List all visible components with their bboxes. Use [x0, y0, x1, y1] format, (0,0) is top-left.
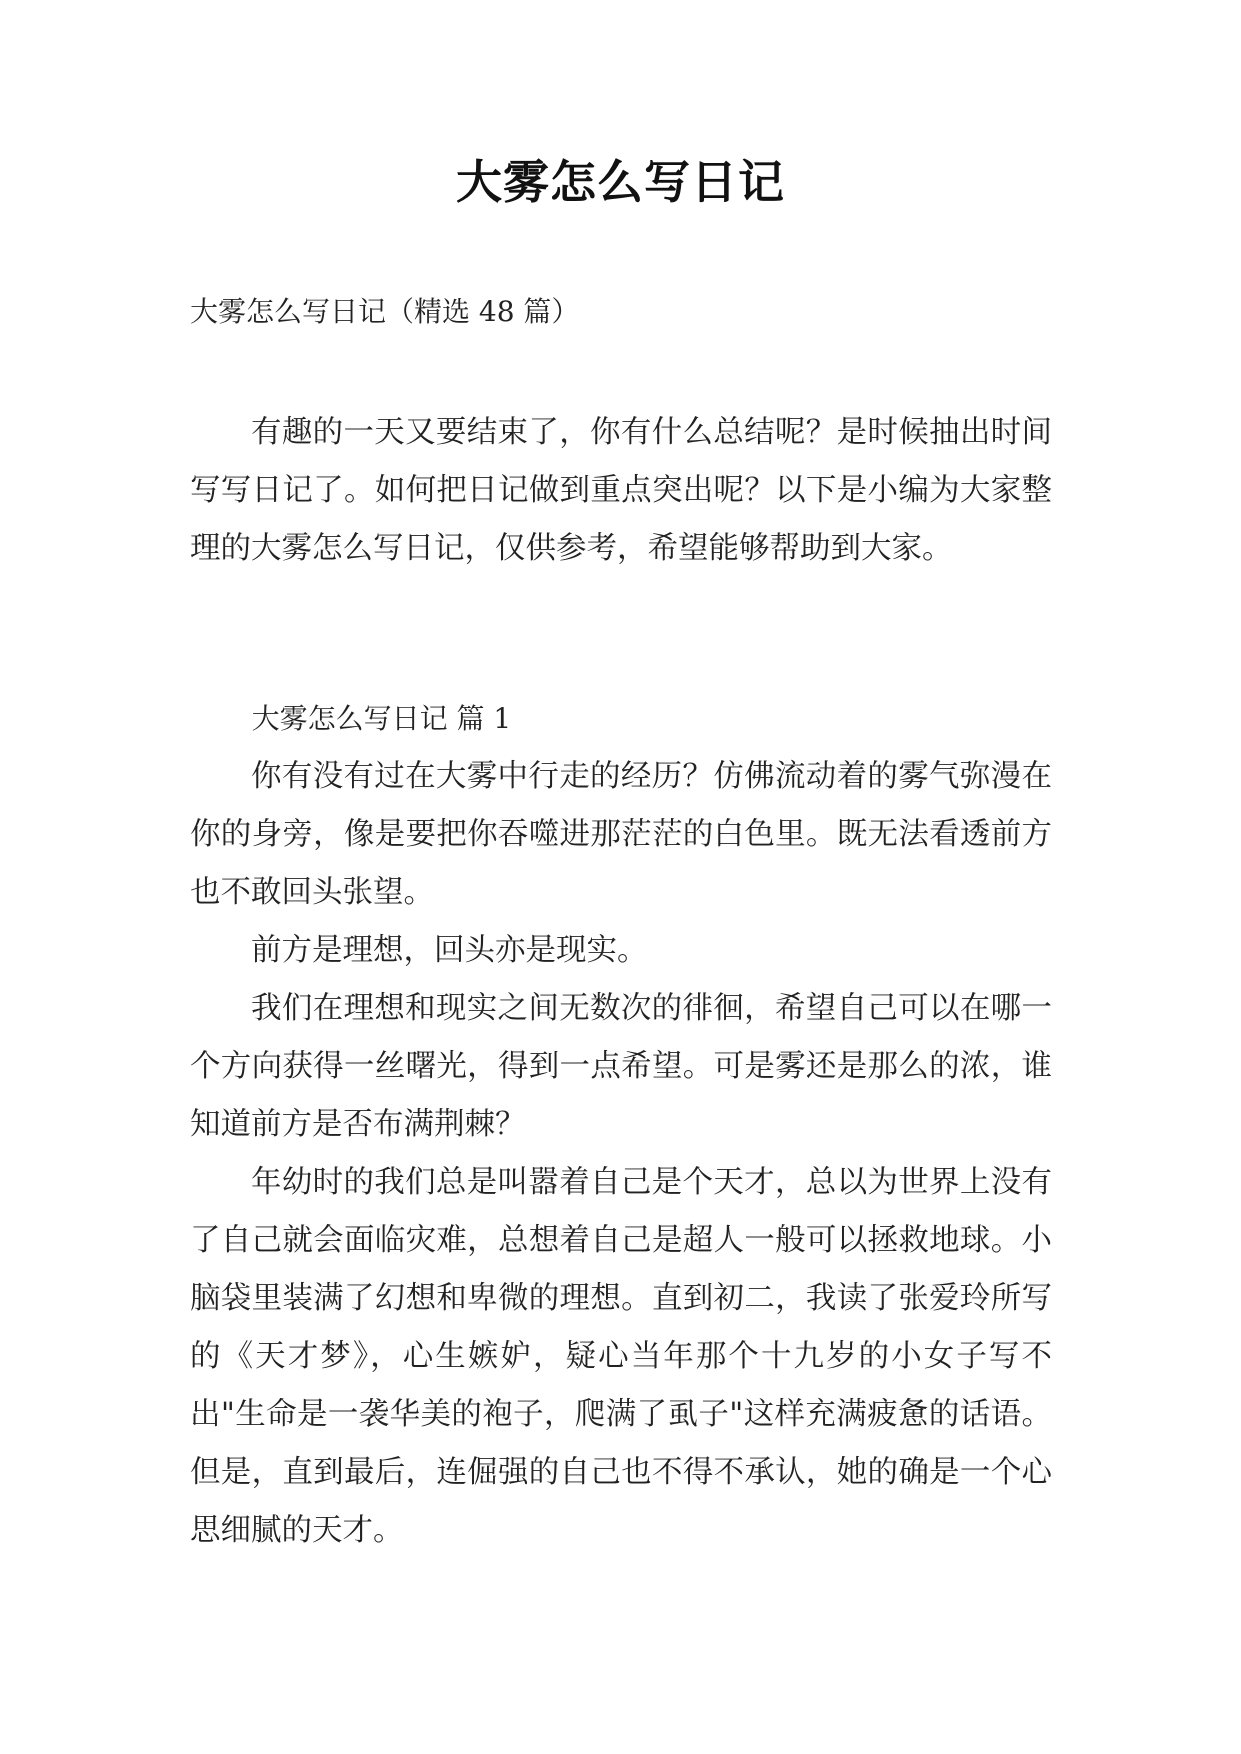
- intro-block: [190, 404, 1052, 578]
- section-heading: 大雾怎么写日记 篇 1: [251, 702, 512, 735]
- paragraph: 我们在理想和现实之间无数次的徘徊，希望自己可以在哪一个方向获得一丝曙光，得到一点希望。可是雾还是那么的浓，谁知道前方是否布满荆棘？: [190, 991, 1052, 1142]
- paragraph: 年幼时的我们总是叫嚣着自己是个天才，总以为世界上没有了自己就会面临灾难，总想着自己是超人一般可以拯救地球。小脑袋里装满了幻想和卑微的理想。直到初二，我读了张爱玲所写的《天才梦》，心生嫉妒，疑心当年那个十九岁的小女子写不出"生命是一袭华美的袍子，爬满了虱子"这样充满疲惫的话语。但是，直到最后，连倔强的自己也不得不承认，她的确是一个心思细腻的天才。: [190, 1165, 1052, 1548]
- paragraph: 你有没有过在大雾中行走的经历？仿佛流动着的雾气弥漫在你的身旁，像是要把你吞噬进那茫茫的白色里。既无法看透前方也不敢回头张望。: [190, 759, 1052, 910]
- paragraph: 前方是理想，回头亦是现实。: [251, 933, 648, 968]
- section-1: [190, 690, 1052, 1560]
- intro-paragraph: 有趣的一天又要结束了，你有什么总结呢？是时候抽出时间写写日记了。如何把日记做到重点突出呢？以下是小编为大家整理的大雾怎么写日记，仅供参考，希望能够帮助到大家。: [190, 415, 1052, 566]
- document-subtitle: 大雾怎么写日记（精选 48 篇）: [190, 295, 580, 328]
- document-title: 大雾怎么写日记: [456, 155, 785, 209]
